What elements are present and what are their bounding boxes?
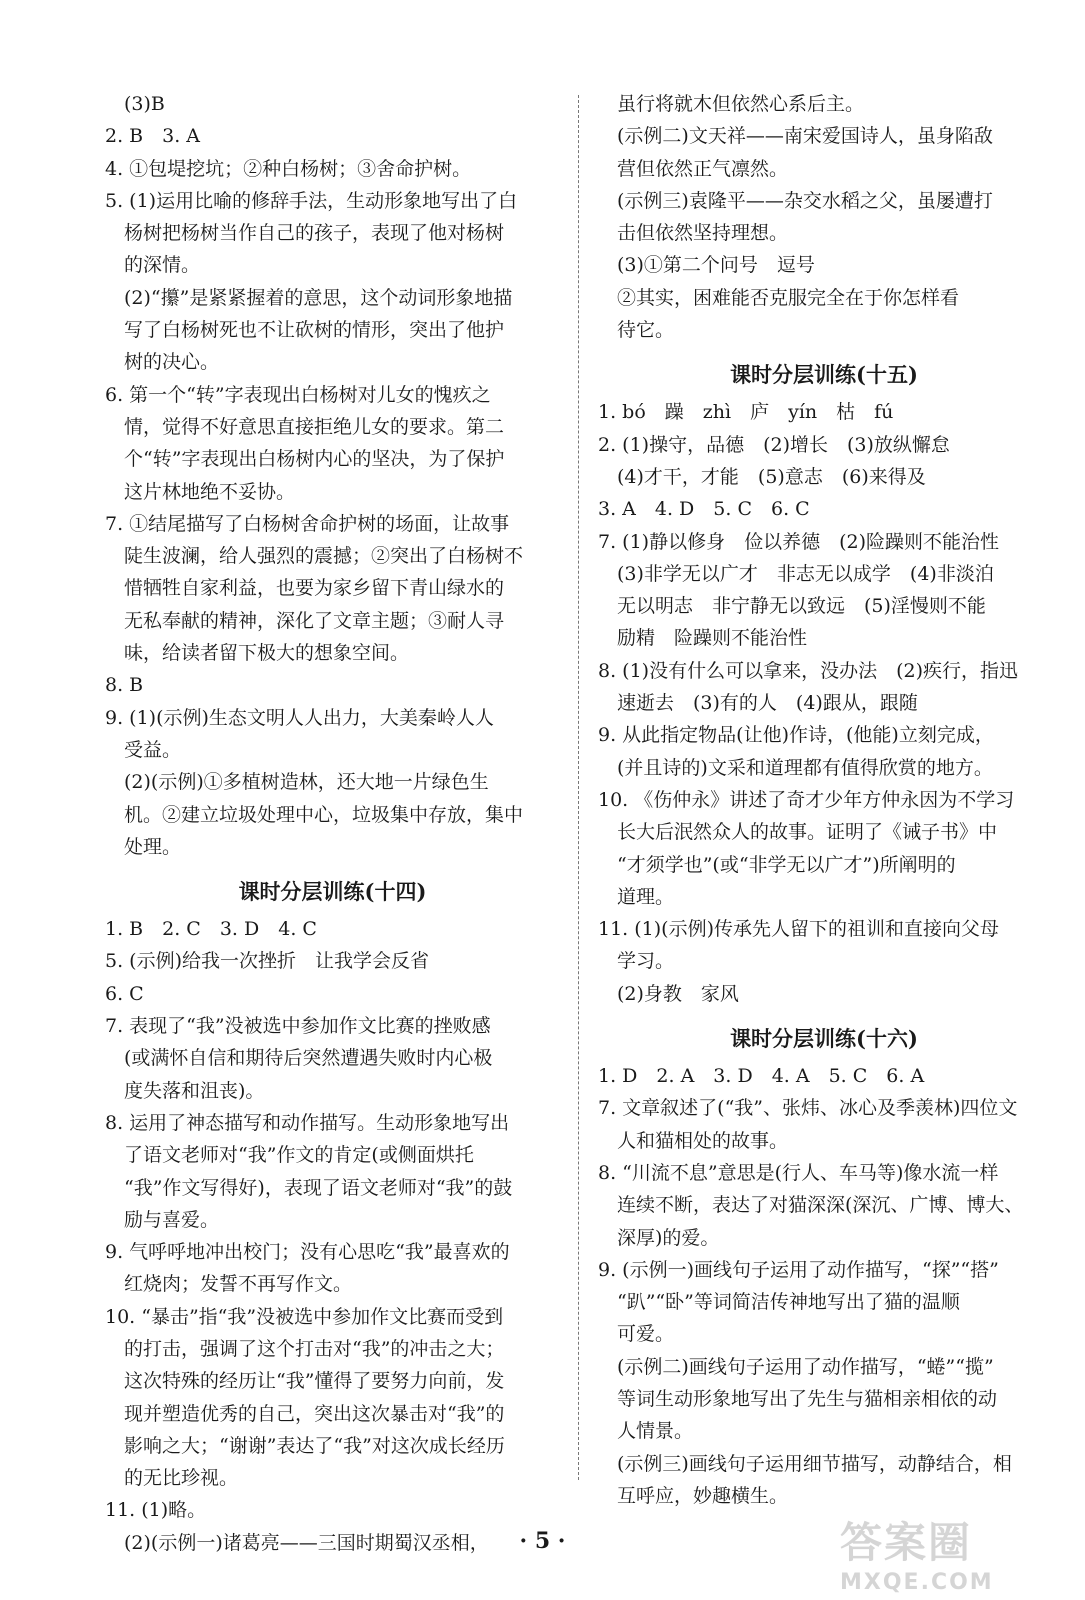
text-line: (3)非学无以广才 非志无以成学 (4)非淡泊 [598,562,994,585]
text-line: 无以明志 非宁静无以致远 (5)淫慢则不能 [598,595,986,618]
text-line: ②其实，困难能否克服完全在于你怎样看 [598,286,960,309]
text-line: 等词生动形象地写出了先生与猫相亲相依的动 [598,1387,998,1410]
column-divider [578,95,579,1480]
text-line: 10. “暴击”指“我”没被选中参加作文比赛而受到 [105,1305,504,1328]
text-line: 1. B 2. C 3. D 4. C [105,918,317,941]
text-line: “我”作文写得好)，表现了语文老师对“我”的鼓 [105,1176,513,1199]
text-line: 9. 气呼呼地冲出校门；没有心思吃“我”最喜欢的 [105,1241,510,1264]
watermark-logo [840,1510,1050,1595]
text-line: 连续不断，表达了对猫深深(深沉、广博、博大、 [598,1194,1024,1217]
text-line: 6. 第一个“转”字表现出白杨树对儿女的愧疚之 [105,383,491,406]
text-line: 这次特殊的经历让“我”懂得了要努力向前，发 [105,1370,505,1393]
text-line: 现并塑造优秀的自己，突出这次暴击对“我”的 [105,1402,505,1425]
text-line: 味，给读者留下极大的想象空间。 [105,642,410,665]
text-line: 长大后泯然众人的故事。证明了《诫子书》中 [598,821,998,844]
text-line: 3. A 4. D 5. C 6. C [598,498,810,521]
text-line: (示例三)画线句子运用细节描写，动静结合，相 [598,1452,1012,1475]
page-number: · 5 · [519,1528,566,1554]
text-line: 击但依然坚持理想。 [598,222,789,245]
text-line: 8. B [105,674,144,697]
right-column [598,88,1050,1512]
text-line: 9. (示例一)画线句子运用了动作描写，“探”“搭” [598,1258,999,1281]
text-line: 1. bó 躁 zhì 庐 yín 枯 fú [598,401,894,424]
text-line: 了语文老师对“我”作文的肯定(或侧面烘托 [105,1144,474,1167]
text-line: 营但依然正气凛然。 [598,157,789,180]
text-line: 这片林地绝不妥协。 [105,480,296,503]
text-line: (并且诗的)文采和道理都有值得欣赏的地方。 [598,756,993,779]
text-line: (示例三)袁隆平——杂交水稻之父，虽屡遭打 [598,189,993,212]
section-heading: 课时分层训练(十四) [238,879,427,905]
text-line: 惜牺牲自家利益，也要为家乡留下青山绿水的 [105,577,505,600]
watermark-url: MXQE.COM [840,1570,994,1595]
text-line: 励精 险躁则不能治性 [598,627,808,650]
text-line: (2)身教 家风 [598,982,739,1005]
text-line: (2)(示例一)诸葛亮——三国时期蜀汉丞相， [105,1531,489,1554]
text-line: 树的决心。 [105,351,220,374]
text-line: 学习。 [598,950,675,973]
text-line: 情，觉得不好意思直接拒绝儿女的要求。第二 [105,415,505,438]
text-line: (示例二)文天祥——南宋爱国诗人，虽身陷敌 [598,125,993,148]
text-line: 8. (1)没有什么可以拿来，没办法 (2)疾行，指迅 [598,659,1018,682]
text-line: 1. D 2. A 3. D 4. A 5. C 6. A [598,1065,925,1088]
text-line: 道理。 [598,885,675,908]
text-line: (示例二)画线句子运用了动作描写，“蜷”“揽” [598,1355,994,1378]
text-line: 4. ①包堤挖坑；②种白杨树；③舍命护树。 [105,157,472,180]
text-line: 虽行将就木但依然心系后主。 [598,93,865,115]
left-column [105,88,560,1559]
text-line: 5. (1)运用比喻的修辞手法，生动形象地写出了白 [105,189,518,212]
text-line: 励与喜爱。 [105,1208,220,1231]
text-line: 影响之大；“谢谢”表达了“我”对这次成长经历 [105,1434,505,1457]
text-line: 杨树把杨树当作自己的孩子，表现了他对杨树 [105,222,505,245]
text-line: 写了白杨树死也不让砍树的情形，突出了他护 [105,319,505,342]
text-line: 无私奉献的精神，深化了文章主题；③耐人寻 [105,609,505,632]
text-line: 7. ①结尾描写了白杨树舍命护树的场面，让故事 [105,512,510,535]
section-heading: 课时分层训练(十六) [730,1026,918,1052]
text-line: 11. (1)略。 [105,1499,207,1522]
text-line: 10. 《伤仲永》讲述了奇才少年方仲永因为不学习 [598,788,1015,811]
text-line: 7. 表现了“我”没被选中参加作文比赛的挫败感 [105,1015,491,1038]
text-line: 陡生波澜，给人强烈的震撼；②突出了白杨树不 [105,545,524,568]
text-line: (2)“攥”是紧紧握着的意思，这个动词形象地描 [105,286,513,309]
text-line: 2. B 3. A [105,125,201,148]
text-line: 深厚)的爱。 [598,1226,720,1249]
text-line: 11. (1)(示例)传承先人留下的祖训和直接向父母 [598,918,999,941]
section-heading: 课时分层训练(十五) [730,362,918,388]
text-line: (2)(示例)①多植树造林，还大地一片绿色生 [105,771,489,794]
text-line: 2. (1)操守，品德 (2)增长 (3)放纵懈怠 [598,433,950,456]
text-line: 速逝去 (3)有的人 (4)跟从，跟随 [598,692,918,715]
text-line: 受益。 [105,738,182,761]
text-line: 可爱。 [598,1323,675,1346]
text-line: 7. (1)静以修身 俭以养德 (2)险躁则不能治性 [598,530,999,553]
text-line: 度失落和沮丧)。 [105,1079,265,1102]
text-line: 9. (1)(示例)生态文明人人出力，大美秦岭人人 [105,706,494,729]
text-line: “趴”“卧”等词简洁传神地写出了猫的温顺 [598,1291,960,1314]
text-line: (3)B [105,93,165,115]
text-line: 待它。 [598,319,675,342]
text-line: 处理。 [105,835,182,858]
text-line: (或满怀自信和期待后突然遭遇失败时内心极 [105,1047,493,1070]
text-line: 的无比珍视。 [105,1467,239,1490]
text-line: 8. 运用了神态描写和动作描写。生动形象地写出 [105,1111,510,1134]
text-line: (3)①第二个问号 逗号 [598,254,815,277]
text-line: 个“转”字表现出白杨树内心的坚决，为了保护 [105,448,505,471]
text-line: 机。②建立垃圾处理中心，垃圾集中存放，集中 [105,803,524,826]
text-line: 人和猫相处的故事。 [598,1129,789,1152]
text-line: 5. (示例)给我一次挫折 让我学会反省 [105,950,429,973]
text-line: 人情景。 [598,1420,694,1443]
text-line: 9. 从此指定物品(让他)作诗，(他能)立刻完成， [598,724,994,747]
watermark-text: 答案圈 [840,1518,973,1567]
text-line: 红烧肉；发誓不再写作文。 [105,1273,353,1296]
text-line: 的打击，强调了这个打击对“我”的冲击之大； [105,1337,505,1360]
text-line: 互呼应，妙趣横生。 [598,1484,789,1507]
text-line: 6. C [105,982,144,1005]
text-line: 的深情。 [105,254,201,277]
text-line: “才须学也”(或“非学无以广才”)所阐明的 [598,853,956,876]
text-line: 7. 文章叙述了(“我”、张炜、冰心及季羡林)四位文 [598,1097,1018,1120]
text-line: (4)才干，才能 (5)意志 (6)来得及 [598,465,926,488]
text-line: 8. “川流不息”意思是(行人、车马等)像水流一样 [598,1161,999,1184]
